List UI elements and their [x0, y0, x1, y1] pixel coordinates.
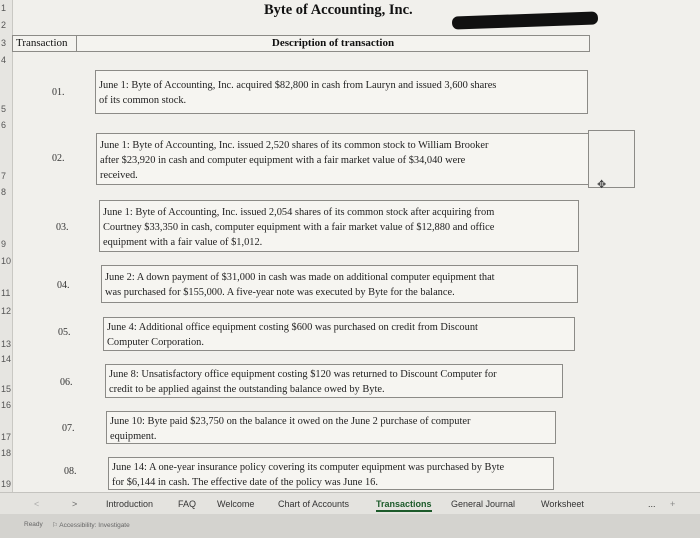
description-line: June 8: Unsatisfactory office equipment costing $120 was returned to Discount Computer for: [109, 369, 497, 380]
description-line: Courtney $33,350 in cash, computer equipment with a fair market value of $12,880 and office: [103, 222, 495, 233]
description-line: June 14: A one-year insurance policy covering its computer equipment was purchased by Byte: [112, 462, 505, 473]
status-bar: [0, 514, 700, 538]
row-number[interactable]: 1: [1, 3, 7, 13]
transaction-description-box[interactable]: [95, 70, 588, 114]
row-number[interactable]: 19: [1, 479, 12, 489]
transaction-description-box[interactable]: [99, 200, 579, 252]
description-line: equipment with a fair value of $1,012.: [103, 237, 263, 248]
description-line: of its common stock.: [99, 95, 187, 106]
row-number[interactable]: 9: [1, 239, 7, 249]
sheet-tab-chart-of-accounts[interactable]: Chart of Accounts: [278, 499, 350, 509]
next-sheet-button[interactable]: >: [72, 499, 78, 509]
sheet-tab-introduction[interactable]: Introduction: [106, 499, 154, 509]
prev-sheet-button[interactable]: <: [34, 499, 40, 509]
sheet-tab-welcome[interactable]: Welcome: [217, 499, 255, 509]
description-line: Computer Corporation.: [107, 337, 204, 348]
sheet-tab-faq[interactable]: FAQ: [178, 499, 197, 509]
transaction-number[interactable]: 03.: [56, 222, 69, 233]
row-number[interactable]: 3: [1, 38, 7, 48]
row-number[interactable]: 8: [1, 187, 7, 197]
transaction-number[interactable]: 04.: [57, 280, 70, 291]
row-number[interactable]: 15: [1, 384, 12, 394]
transaction-description-box[interactable]: [108, 457, 554, 490]
transaction-number[interactable]: 05.: [58, 327, 71, 338]
description-line: equipment.: [110, 431, 157, 442]
accessibility-icon: ⚐: [52, 522, 58, 529]
row-number[interactable]: 2: [1, 20, 7, 30]
row-number[interactable]: 12: [1, 306, 12, 316]
row-number[interactable]: 10: [1, 256, 12, 266]
description-line: June 1: Byte of Accounting, Inc. acquired $82,800 in cash from Lauryn and issued 3,600 shares: [99, 80, 497, 91]
sheet-title[interactable]: Byte of Accounting, Inc.: [264, 2, 413, 18]
status-ready: Ready: [24, 521, 43, 528]
accessibility-status[interactable]: ⚐ Accessibility: Investigate: [52, 522, 130, 529]
description-line: June 1: Byte of Accounting, Inc. issued 2,520 shares of its common stock to William Brooker: [100, 140, 489, 151]
transaction-number[interactable]: 01.: [52, 87, 65, 98]
row-number[interactable]: 7: [1, 171, 7, 181]
description-line: June 1: Byte of Accounting, Inc. issued 2,054 shares of its common stock after acquiring from: [103, 207, 495, 218]
sheet-tab-general-journal[interactable]: General Journal: [451, 499, 516, 509]
description-line: was purchased for $155,000. A five-year note was executed by Byte for the balance.: [105, 287, 455, 298]
transaction-number[interactable]: 07.: [62, 423, 75, 434]
transaction-description-box[interactable]: [106, 411, 556, 444]
sheet-tab-worksheet[interactable]: Worksheet: [541, 499, 584, 509]
empty-cell-box[interactable]: [588, 130, 635, 188]
transaction-description-box[interactable]: [101, 265, 578, 303]
add-sheet-button[interactable]: +: [670, 499, 676, 509]
row-number[interactable]: 14: [1, 354, 12, 364]
description-line: credit to be applied against the outstanding balance owed by Byte.: [109, 384, 385, 395]
row-number[interactable]: 18: [1, 448, 12, 458]
row-number[interactable]: 16: [1, 400, 12, 410]
transaction-number[interactable]: 06.: [60, 377, 73, 388]
row-header: [0, 0, 13, 492]
sheet-tab-transactions[interactable]: Transactions: [376, 499, 432, 512]
transaction-number[interactable]: 02.: [52, 153, 65, 164]
row-number[interactable]: 4: [1, 55, 7, 65]
row-number[interactable]: 6: [1, 120, 7, 130]
description-line: after $23,920 in cash and computer equipment with a fair market value of $34,040 were: [100, 155, 466, 166]
redaction-mark: [452, 11, 598, 29]
row-number[interactable]: 11: [1, 288, 11, 298]
transaction-description-box[interactable]: [96, 133, 589, 185]
row-number[interactable]: 5: [1, 104, 7, 114]
description-line: received.: [100, 170, 138, 181]
row-number[interactable]: 13: [1, 339, 12, 349]
transaction-number[interactable]: 08.: [64, 466, 77, 477]
description-line: June 4: Additional office equipment costing $600 was purchased on credit from Discount: [107, 322, 478, 333]
row-number[interactable]: 17: [1, 432, 12, 442]
column-header-description[interactable]: Description of transaction: [76, 35, 590, 52]
column-header-transaction[interactable]: Transaction: [12, 35, 80, 52]
transaction-description-box[interactable]: [103, 317, 575, 351]
description-line: June 2: A down payment of $31,000 in cash was made on additional computer equipment that: [105, 272, 495, 283]
transaction-description-box[interactable]: [105, 364, 563, 398]
cell-cursor-icon: ✥: [597, 178, 607, 191]
sheet-tab-bar: [0, 492, 700, 515]
more-sheets-button[interactable]: ...: [648, 499, 656, 509]
description-line: for $6,144 in cash. The effective date of the policy was June 16.: [112, 477, 378, 488]
description-line: June 10: Byte paid $23,750 on the balance it owed on the June 2 purchase of computer: [110, 416, 471, 427]
